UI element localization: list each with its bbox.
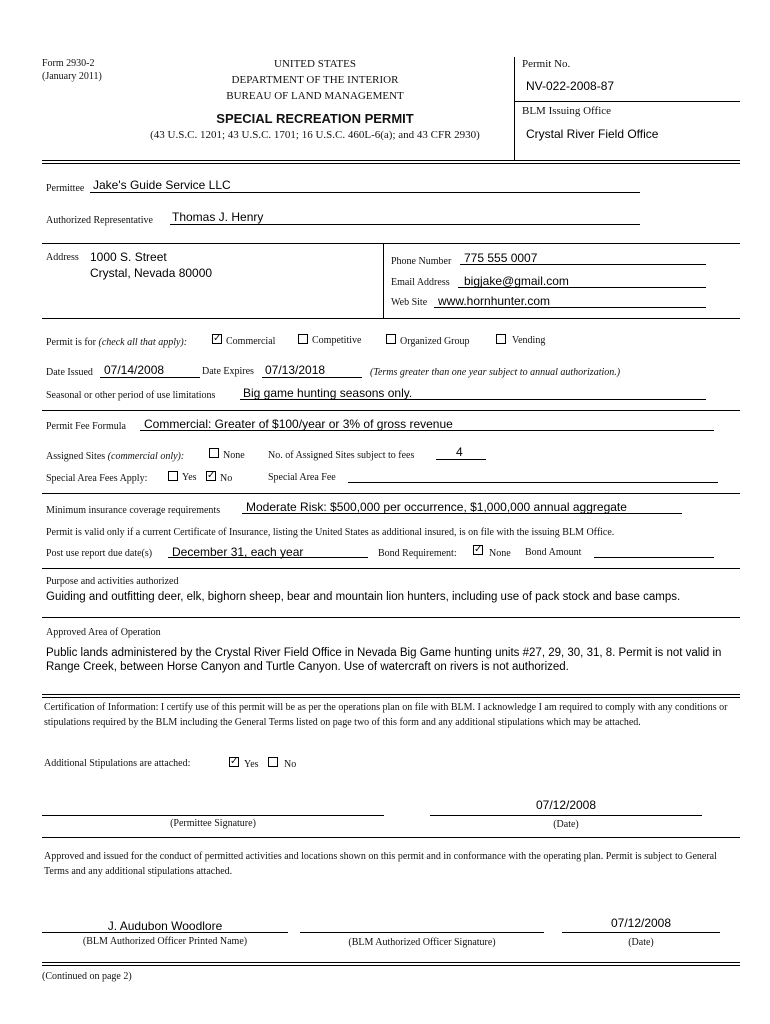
agency-line2: DEPARTMENT OF THE INTERIOR [231,74,399,86]
num-sites-line [436,459,486,460]
permit-no-label: Permit No. [522,58,571,70]
officer-date-value[interactable]: 07/12/2008 [610,916,672,930]
website-label: Web Site [391,297,428,308]
num-sites-label: No. of Assigned Sites subject to fees [268,450,415,461]
assigned-none-checkbox[interactable] [209,448,219,458]
insurance-line [242,513,682,514]
seasonal-label: Seasonal or other period of use limitations [46,390,216,401]
permit-type-label [46,337,187,348]
permit-type-label-text: Permit is for [46,337,96,348]
num-sites-value[interactable]: 4 [456,445,463,459]
email-value[interactable]: bigjake@gmail.com [464,274,569,288]
insurance-rule-top [42,493,740,494]
organized-group-option-label: Organized Group [400,336,470,347]
email-line [458,287,706,288]
phone-line [460,264,706,265]
issuing-office-label: BLM Issuing Office [522,105,612,117]
form-number: Form 2930-2 [42,58,95,69]
purpose-value[interactable]: Guiding and outfitting deer, elk, bighorn sheep, bear and mountain lion hunters, including use of pack stock and base camps. [46,591,681,603]
commercial-option-label: Commercial [226,336,276,347]
fee-formula-line [140,430,714,431]
seasonal-line [240,399,706,400]
permittee-label: Permittee [46,183,85,194]
permittee-signature-label: (Permittee Signature) [170,818,256,829]
website-line [434,307,706,308]
header-divider [514,57,515,161]
header-rule-1 [42,160,740,161]
permit-type-note: (check all that apply): [98,337,188,348]
special-area-label: Special Area Fees Apply: [46,473,148,484]
certification-text: Certification of Information: I certify use of this permit will be as per the operations plan on file with BLM. I acknowledge I am required to comply with any conditions or stipulations required by the BLM including the General Terms listed on page two of this form and any additional stipulations which may be attached. [44,702,728,728]
bond-amount-line [594,557,714,558]
email-label: Email Address [391,277,450,288]
area-value-line1[interactable]: Public lands administered by the Crystal River Field Office in Nevada Big Game hunting units #27, 29, 30, 31, 8. Permit is not valid in [46,647,722,659]
competitive-checkbox[interactable] [298,334,308,344]
date-expires-value[interactable]: 07/13/2018 [265,363,326,377]
insurance-validity: Permit is valid only if a current Certificate of Insurance, listing the United States as additional insured, is on file with the issuing BLM Office. [46,527,615,538]
agency-line3: BUREAU OF LAND MANAGEMENT [226,90,404,102]
permittee-date-line [430,815,702,816]
permittee-signature-line[interactable] [42,815,384,816]
seasonal-value[interactable]: Big game hunting seasons only. [243,386,413,400]
stipulations-label: Additional Stipulations are attached: [44,758,191,769]
officer-name-label: (BLM Authorized Officer Printed Name) [82,936,248,947]
bond-label: Bond Requirement: [378,548,457,559]
post-use-line [168,557,368,558]
purpose-label: Purpose and activities authorized [46,576,179,587]
assigned-none-label: None [223,450,245,461]
permittee-value[interactable]: Jake's Guide Service LLC [93,178,231,192]
phone-value[interactable]: 775 555 0007 [464,251,538,265]
officer-signature-line[interactable] [300,932,544,933]
approval-text: Approved and issued for the conduct of permitted activities and locations shown on this permit and in conformance with the operating plan. Permit is subject to General Terms and any additional stipulations attached. [44,851,717,877]
continued-note: (Continued on page 2) [42,971,132,982]
post-use-label: Post use report due date(s) [46,548,153,559]
form-date: (January 2011) [42,71,102,82]
bond-none-label: None [489,548,511,559]
permit-no-value[interactable]: NV-022-2008-87 [526,79,615,93]
competitive-option-label: Competitive [312,335,362,346]
date-issued-value[interactable]: 07/14/2008 [104,363,165,377]
approval-rule-top [42,837,740,838]
website-value[interactable]: www.hornhunter.com [438,294,551,308]
vending-option-label: Vending [512,335,546,346]
date-expires-label: Date Expires [202,366,254,377]
organized-group-checkbox[interactable] [386,334,396,344]
cert-rule-2 [42,697,740,698]
officer-date-line [562,932,720,933]
special-area-fee-label: Special Area Fee [268,472,336,483]
insurance-value[interactable]: Moderate Risk: $500,000 per occurrence, $1,000,000 annual aggregate [246,500,627,514]
officer-name-value[interactable]: J. Audubon Woodlore [107,919,223,933]
special-area-fee-line [348,482,718,483]
header-rule-2 [42,163,740,164]
officer-date-label: (Date) [628,937,654,948]
cert-rule-1 [42,694,740,695]
issuing-office-value[interactable]: Crystal River Field Office [526,127,659,141]
address-label: Address [46,252,79,263]
fees-rule-top [42,410,740,411]
special-area-yes-checkbox[interactable] [168,471,178,481]
assigned-sites-label-text: Assigned Sites [46,451,106,462]
area-label: Approved Area of Operation [46,627,161,638]
permittee-date-value[interactable]: 07/12/2008 [535,798,597,812]
address-rule-bottom [42,318,740,319]
address-line2[interactable]: Crystal, Nevada 80000 [90,266,213,280]
footer-rule-1 [42,962,740,963]
bond-amount-label: Bond Amount [525,547,582,558]
vending-checkbox[interactable] [496,334,506,344]
special-area-yes-label: Yes [182,472,197,483]
phone-label: Phone Number [391,256,452,267]
area-rule-top [42,617,740,618]
page-title: SPECIAL RECREATION PERMIT [216,111,414,126]
date-expires-line [262,377,362,378]
special-area-no-checkbox[interactable]: ✓ [207,470,216,481]
address-divider [383,243,384,318]
agency-line1: UNITED STATES [274,58,356,70]
date-issued-line [100,377,200,378]
assigned-sites-label [46,451,184,462]
officer-name-line [42,932,288,933]
address-line1[interactable]: 1000 S. Street [90,250,167,264]
purpose-rule-top [42,568,740,569]
stipulations-yes-checkbox[interactable]: ✓ [230,756,239,767]
address-rule-top [42,243,740,244]
stipulations-no-checkbox[interactable] [268,757,278,767]
permittee-date-label: (Date) [553,819,579,830]
fee-formula-value[interactable]: Commercial: Greater of $100/year or 3% of gross revenue [144,417,453,431]
post-use-value[interactable]: December 31, each year [172,545,304,559]
insurance-label: Minimum insurance coverage requirements [46,505,221,516]
permittee-line [90,192,640,193]
area-value-line2[interactable]: Range Creek, between Horse Canyon and Turtle Canyon. Use of watercraft on rivers is not authorized. [46,661,569,673]
rep-line [170,224,640,225]
rep-value[interactable]: Thomas J. Henry [172,210,264,224]
terms-note: (Terms greater than one year subject to annual authorization.) [370,367,621,378]
commercial-checkbox[interactable]: ✓ [213,333,222,344]
permit-no-rule [514,101,740,102]
stipulations-yes-label: Yes [244,759,259,770]
footer-rule-2 [42,965,740,966]
stipulations-no-label: No [284,759,297,770]
bond-none-checkbox[interactable]: ✓ [474,544,483,555]
special-area-no-label: No [220,473,233,484]
officer-signature-label: (BLM Authorized Officer Signature) [348,937,496,948]
legal-authority: (43 U.S.C. 1201; 43 U.S.C. 1701; 16 U.S.C. 460L-6(a); and 43 CFR 2930) [150,129,480,141]
assigned-sites-note: (commercial only): [107,451,185,462]
fee-formula-label: Permit Fee Formula [46,421,126,432]
rep-label: Authorized Representative [46,215,153,226]
date-issued-label: Date Issued [46,367,93,378]
